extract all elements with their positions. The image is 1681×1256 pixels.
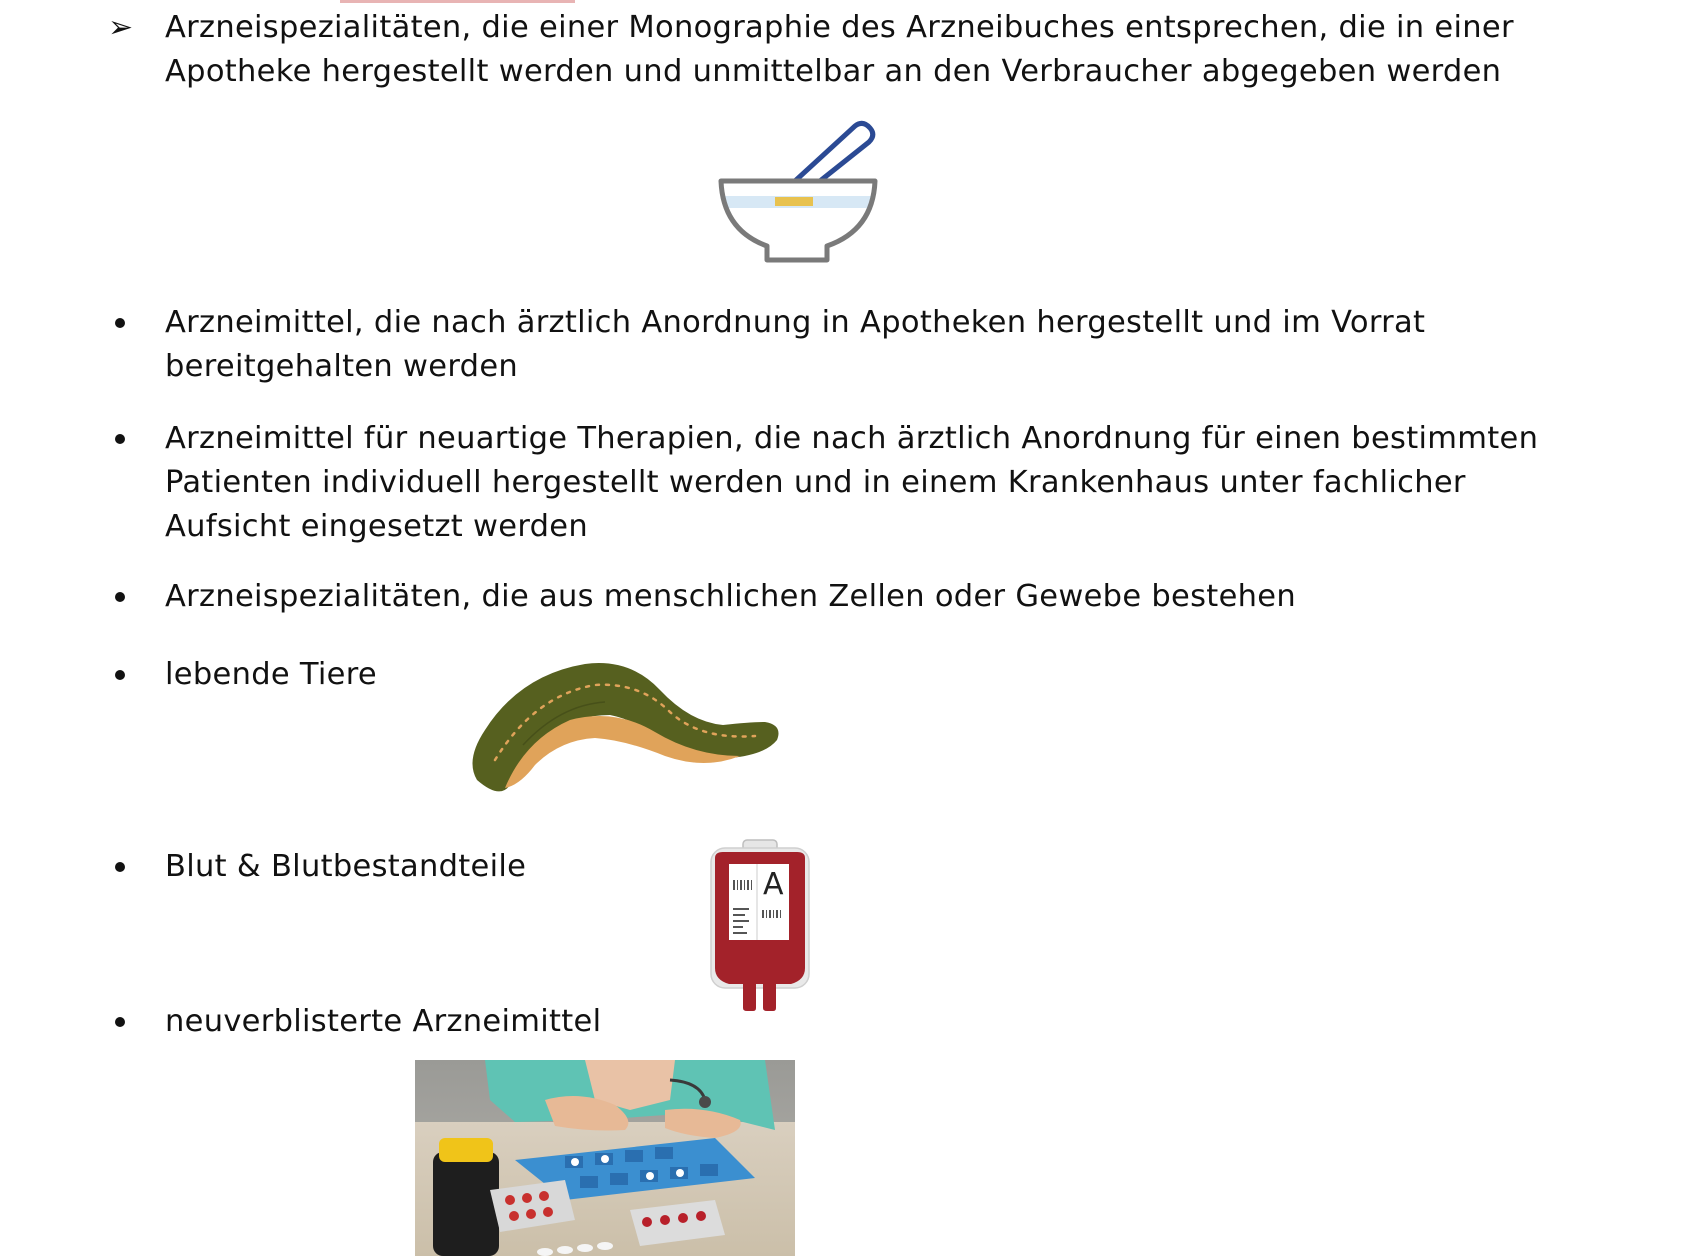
list-item-text: bereitgehalten werden bbox=[165, 349, 519, 384]
leech-icon bbox=[465, 660, 785, 800]
list-item-text: lebende Tiere bbox=[165, 657, 377, 692]
mortar-pestle-icon bbox=[715, 118, 885, 266]
list-item-text: Patienten individuell hergestellt werden und in einem Krankenhaus unter fachlicher bbox=[165, 465, 1466, 500]
list-item-text: Arzneimittel, die nach ärztlich Anordnung in Apotheken hergestellt und im Vorrat bbox=[165, 305, 1426, 340]
arrow-bullet-icon: ➢ bbox=[108, 10, 134, 45]
list-item-text: Arzneispezialitäten, die aus menschlichen Zellen oder Gewebe bestehen bbox=[165, 579, 1296, 614]
top-red-mark bbox=[340, 0, 575, 3]
list-item-text: Aufsicht eingesetzt werden bbox=[165, 509, 588, 544]
blood-bag-icon bbox=[707, 838, 813, 1012]
list-item-text: Arzneimittel für neuartige Therapien, die nach ärztlich Anordnung für einen bestimmten bbox=[165, 421, 1539, 456]
list-item-text: Apotheke hergestellt werden und unmittelbar an den Verbraucher abgegeben werden bbox=[165, 54, 1502, 89]
list-item-text: Blut & Blutbestandteile bbox=[165, 849, 527, 884]
blood-type-label: A bbox=[763, 867, 784, 902]
pill-blister-photo bbox=[415, 1060, 795, 1256]
list-item-text: neuverblisterte Arzneimittel bbox=[165, 1004, 602, 1039]
list-item-text: Arzneispezialitäten, die einer Monographie des Arzneibuches entsprechen, die in einer bbox=[165, 10, 1514, 45]
